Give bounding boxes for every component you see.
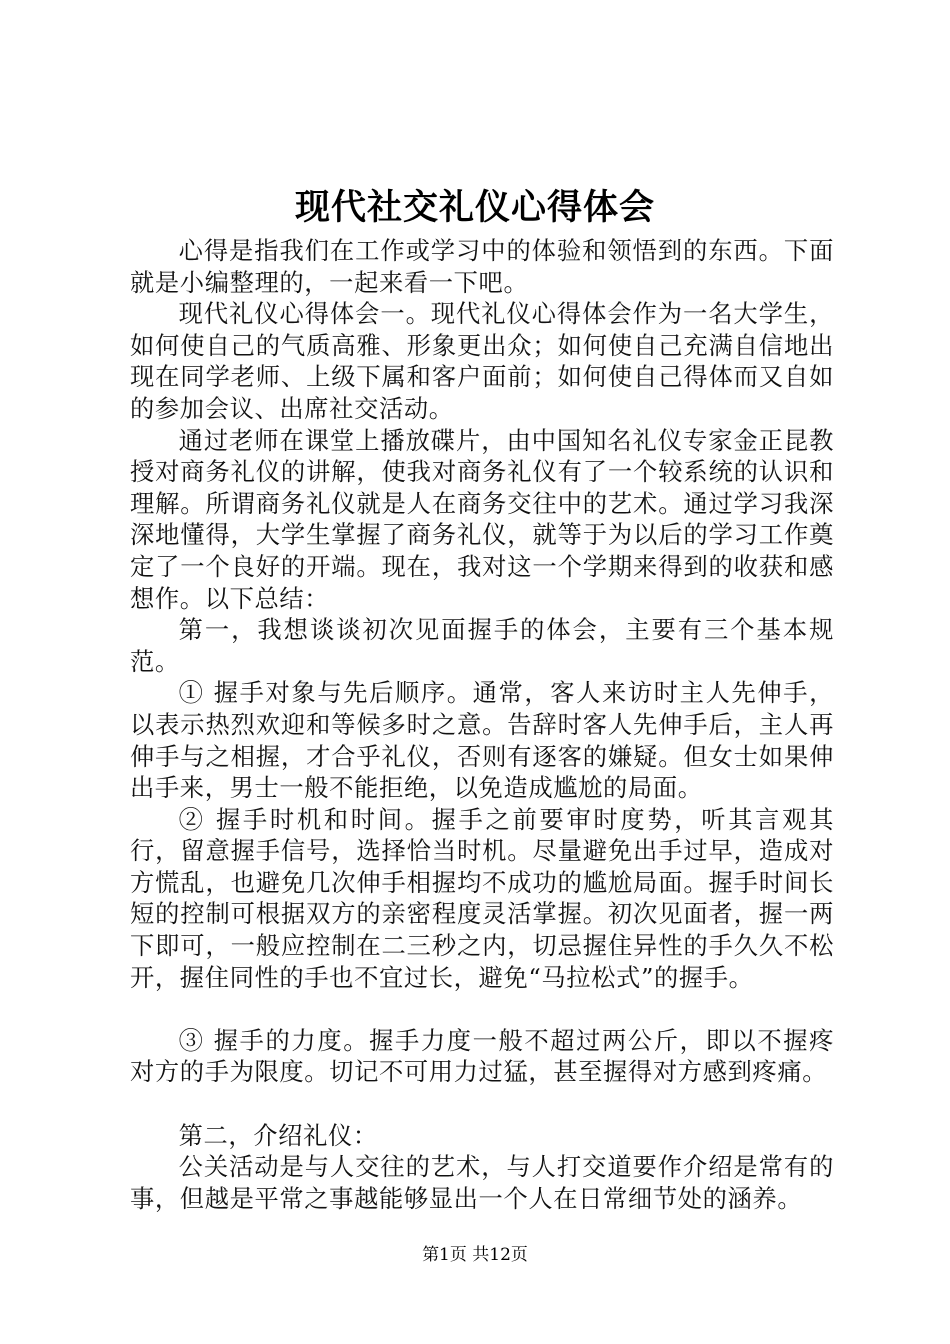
page-number-footer: 第1页 共12页 bbox=[422, 1245, 528, 1265]
document-body bbox=[130, 235, 834, 1214]
paragraph-course: 通过老师在课堂上播放碟片，由中国知名礼仪专家金正昆教授对商务礼仪的讲解，使我对商务礼仪有了一个较系统的认识和理解。所谓商务礼仪就是人在商务交往中的艺术。通过学习我深深地懂得，大学生掌握了商务礼仪，就等于为以后的学习工作奠定了一个良好的开端。现在，我对这一个学期来得到的收获和感想作。以下总结： bbox=[130, 425, 834, 613]
paragraph-point-two: 第二，介绍礼仪： bbox=[178, 1120, 378, 1150]
paragraph-intro: 心得是指我们在工作或学习中的体验和领悟到的东西。下面就是小编整理的，一起来看一下吧。 bbox=[130, 236, 834, 297]
paragraph-handshake-strength: ③ 握手的力度。握手力度一般不超过两公斤，即以不握疼对方的手为限度。切记不可用力过猛，甚至握得对方感到疼痛。 bbox=[130, 1025, 834, 1087]
paragraph-handshake-timing: ② 握手时机和时间。握手之前要审时度势，听其言观其行，留意握手信号，选择恰当时机。尽量避免出手过早，造成对方慌乱，也避免几次伸手相握均不成功的尴尬局面。握手时间长短的控制可根据双方的亲密程度灵活掌握。初次见面者，握一两下即可，一般应控制在二三秒之内，切忌握住异性的手久久不松开，握住同性的手也不宜过长，避免“马拉松式”的握手。 bbox=[130, 804, 834, 992]
document-title: 现代社交礼仪心得体会 bbox=[294, 187, 655, 228]
paragraph-experience-one: 现代礼仪心得体会一。现代礼仪心得体会作为一名大学生，如何使自己的气质高雅、形象更出众；如何使自己充满自信地出现在同学老师、上级下属和客户面前；如何使自己得体而又自如的参加会议、出席社交活动。 bbox=[130, 299, 834, 423]
paragraph-handshake-order: ① 握手对象与先后顺序。通常，客人来访时主人先伸手，以表示热烈欢迎和等候多时之意。告辞时客人先伸手后，主人再伸手与之相握，才合乎礼仪，否则有逐客的嫌疑。但女士如果伸出手来，男士一般不能拒绝，以免造成尴尬的局面。 bbox=[130, 678, 834, 803]
paragraph-introduction-etiquette: 公关活动是与人交往的艺术，与人打交道要作介绍是常有的事，但越是平常之事越能够显出一个人在日常细节处的涵养。 bbox=[130, 1152, 834, 1213]
paragraph-point-one: 第一，我想谈谈初次见面握手的体会，主要有三个基本规范。 bbox=[130, 615, 834, 676]
